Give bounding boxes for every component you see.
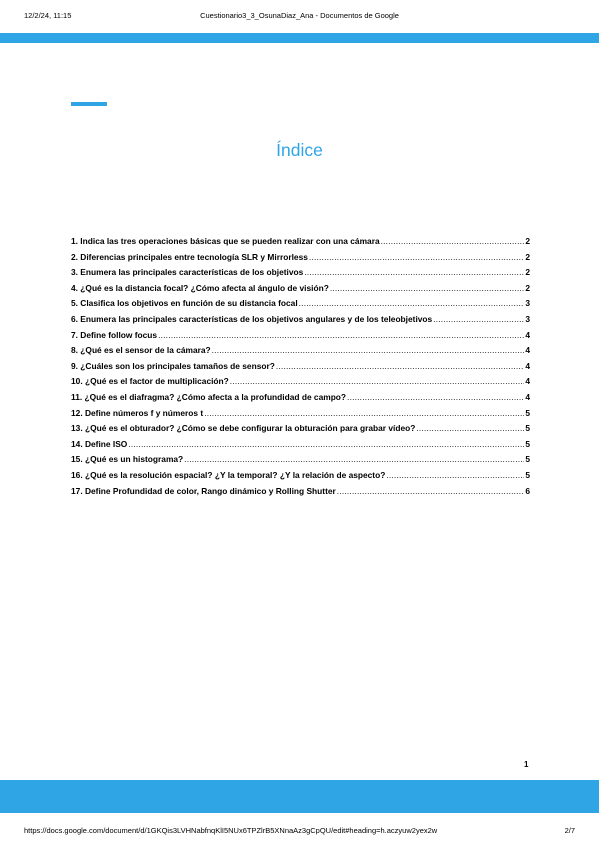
toc-entry-label[interactable]: 11. ¿Qué es el diafragma? ¿Cómo afecta a la profundidad de campo? xyxy=(71,391,347,402)
bottom-accent-band xyxy=(0,780,599,813)
toc-entry-page[interactable]: 4 xyxy=(525,329,530,340)
toc-leader-dots xyxy=(204,408,524,418)
toc-entry-page[interactable]: 4 xyxy=(525,345,530,356)
toc-entry[interactable] xyxy=(71,314,530,330)
toc-entry[interactable] xyxy=(71,283,530,299)
toc-entry-label[interactable]: 9. ¿Cuáles son los principales tamaños de sensor? xyxy=(71,360,275,371)
toc-entry[interactable] xyxy=(71,454,530,470)
print-document-title: Cuestionario3_3_OsunaDiaz_Ana - Documentos de Google xyxy=(200,11,399,20)
toc-entry[interactable] xyxy=(71,236,530,252)
toc-entry-page[interactable]: 4 xyxy=(525,391,530,402)
toc-leader-dots xyxy=(309,252,524,262)
toc-entry[interactable] xyxy=(71,267,530,283)
print-footer xyxy=(24,826,575,838)
table-of-contents xyxy=(71,236,530,501)
toc-entry-label[interactable]: 2. Diferencias principales entre tecnología SLR y Mirrorless xyxy=(71,251,308,262)
toc-entry[interactable] xyxy=(71,298,530,314)
toc-heading: Índice xyxy=(276,140,323,160)
print-header xyxy=(24,11,575,23)
toc-leader-dots xyxy=(416,423,524,433)
toc-entry-label[interactable]: 14. Define ISO xyxy=(71,438,128,449)
heading-accent-bar xyxy=(71,102,107,106)
toc-entry-label[interactable]: 15. ¿Qué es un histograma? xyxy=(71,454,184,465)
toc-leader-dots xyxy=(299,298,525,308)
toc-entry[interactable] xyxy=(71,408,530,424)
toc-entry[interactable] xyxy=(71,345,530,361)
toc-entry-label[interactable]: 13. ¿Qué es el obturador? ¿Cómo se debe configurar la obturación para grabar vídeo? xyxy=(71,423,416,434)
print-url: https://docs.google.com/document/d/1GKQis3LVHNabfnqKlI5NUx6TPZlrB5XNnaAz3gCpQU/edit#heading=h.aczyuw2yex2w xyxy=(24,826,438,835)
toc-entry-label[interactable]: 16. ¿Qué es la resolución espacial? ¿Y la temporal? ¿Y la relación de aspecto? xyxy=(71,469,386,480)
toc-entry-page[interactable]: 5 xyxy=(525,438,530,449)
toc-entry-label[interactable]: 4. ¿Qué es la distancia focal? ¿Cómo afecta al ángulo de visión? xyxy=(71,282,329,293)
toc-leader-dots xyxy=(330,283,525,293)
toc-entry-label[interactable]: 5. Clasifica los objetivos en función de su distancia focal xyxy=(71,298,298,309)
toc-leader-dots xyxy=(184,454,524,464)
toc-entry-label[interactable]: 12. Define números f y números t xyxy=(71,407,204,418)
toc-entry[interactable] xyxy=(71,330,530,346)
toc-entry[interactable] xyxy=(71,392,530,408)
toc-entry-page[interactable]: 3 xyxy=(525,313,530,324)
toc-entry-label[interactable]: 17. Define Profundidad de color, Rango dinámico y Rolling Shutter xyxy=(71,485,336,496)
top-accent-band xyxy=(0,33,599,43)
toc-entry-label[interactable]: 3. Enumera las principales características de los objetivos xyxy=(71,267,304,278)
toc-entry-page[interactable]: 3 xyxy=(525,298,530,309)
toc-entry[interactable] xyxy=(71,486,530,502)
toc-entry-label[interactable]: 8. ¿Qué es el sensor de la cámara? xyxy=(71,345,211,356)
toc-entry[interactable] xyxy=(71,252,530,268)
toc-entry-label[interactable]: 1. Indica las tres operaciones básicas que se pueden realizar con una cámara xyxy=(71,236,380,246)
toc-leader-dots xyxy=(230,376,525,386)
toc-entry-page[interactable]: 2 xyxy=(525,267,530,278)
toc-entry-page[interactable]: 5 xyxy=(525,407,530,418)
toc-entry-page[interactable]: 6 xyxy=(525,485,530,496)
toc-entry-page[interactable]: 2 xyxy=(525,282,530,293)
toc-leader-dots xyxy=(304,267,524,277)
toc-entry[interactable] xyxy=(71,439,530,455)
toc-leader-dots xyxy=(158,330,524,340)
document-page-number: 1 xyxy=(524,760,529,769)
toc-entry-page[interactable]: 2 xyxy=(525,251,530,262)
toc-entry-label[interactable]: 10. ¿Qué es el factor de multiplicación? xyxy=(71,376,229,387)
toc-leader-dots xyxy=(381,236,525,246)
toc-entry-page[interactable]: 2 xyxy=(525,236,530,246)
toc-entry-label[interactable]: 6. Enumera las principales características de los objetivos angulares y de los teleobjetivos xyxy=(71,313,433,324)
toc-leader-dots xyxy=(276,361,524,371)
toc-entry-page[interactable]: 5 xyxy=(525,423,530,434)
toc-leader-dots xyxy=(433,314,524,324)
toc-entry[interactable] xyxy=(71,470,530,486)
toc-entry-page[interactable]: 5 xyxy=(525,454,530,465)
toc-entry[interactable] xyxy=(71,376,530,392)
toc-leader-dots xyxy=(128,439,524,449)
print-datetime: 12/2/24, 11:15 xyxy=(24,11,72,20)
print-page-count: 2/7 xyxy=(564,826,575,835)
toc-leader-dots xyxy=(347,392,524,402)
toc-entry-page[interactable]: 4 xyxy=(525,376,530,387)
toc-leader-dots xyxy=(386,470,524,480)
toc-entry-label[interactable]: 7. Define follow focus xyxy=(71,329,158,340)
toc-leader-dots xyxy=(337,486,525,496)
toc-entry[interactable] xyxy=(71,361,530,377)
toc-entry[interactable] xyxy=(71,423,530,439)
toc-entry-page[interactable]: 5 xyxy=(525,469,530,480)
toc-leader-dots xyxy=(212,345,525,355)
toc-entry-page[interactable]: 4 xyxy=(525,360,530,371)
